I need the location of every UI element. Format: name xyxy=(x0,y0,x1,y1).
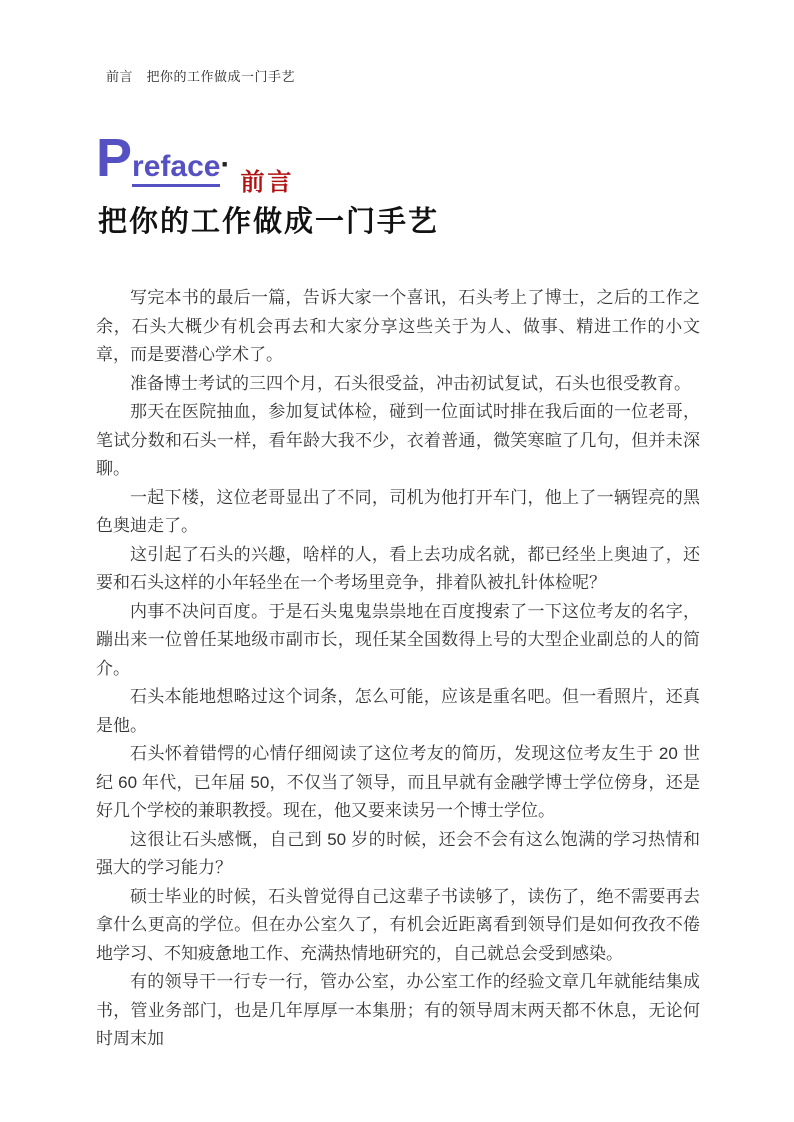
preface-word-rest: reface xyxy=(132,150,220,187)
paragraph: 一起下楼，这位老哥显出了不同，司机为他打开车门，他上了一辆锃亮的黑色奥迪走了。 xyxy=(96,487,700,535)
paragraph: 石头本能地想略过这个词条，怎么可能，应该是重名吧。但一看照片，还真是他。 xyxy=(96,687,700,735)
paragraph: 这很让石头感慨，自己到 50 岁的时候，还会不会有这么饱满的学习热情和强大的学习能力？ xyxy=(96,829,700,877)
paragraph: 那天在医院抽血，参加复试体检，碰到一位面试时排在我后面的一位老哥，笔试分数和石头一样，看年龄大我不少，衣着普通，微笑寒暄了几句，但并未深聊。 xyxy=(96,402,700,478)
preface-separator-dot: · xyxy=(220,148,231,181)
chapter-title: 把你的工作做成一门手艺 xyxy=(98,206,440,238)
paragraph: 硕士毕业的时候，石头曾觉得自己这辈子书读够了，读伤了，绝不需要再去拿什么更高的学位。但在办公室久了，有机会近距离看到领导们是如何孜孜不倦地学习、不知疲惫地工作、充满热情地研究的，自己就总会受到感染。 xyxy=(96,886,700,963)
paragraph: 石头怀着错愕的心情仔细阅读了这位考友的简历，发现这位考友生于 20 世纪 60 年代，已年届 50，不仅当了领导，而且早就有金融学博士学位傍身，还是好几个学校的兼职教授。现在，他又要来读另一个博士学位。 xyxy=(96,744,700,820)
paragraph: 有的领导干一行专一行，管办公室，办公室工作的经验文章几年就能结集成书，管业务部门，也是几年厚厚一本集册；有的领导周末两天都不休息，无论何时周末加 xyxy=(96,972,700,1048)
preface-heading xyxy=(96,127,700,196)
paragraph: 准备博士考试的三四个月，石头很受益，冲击初试复试，石头也很受教育。 xyxy=(130,373,691,393)
paragraph: 写完本书的最后一篇，告诉大家一个喜讯，石头考上了博士，之后的工作之余，石头大概少有机会再去和大家分享这些关于为人、做事、精进工作的小文章，而是要潜心学术了。 xyxy=(96,288,700,364)
paragraph: 这引起了石头的兴趣，啥样的人，看上去功成名就，都已经坐上奥迪了，还要和石头这样的小年轻坐在一个考场里竞争，排着队被扎针体检呢？ xyxy=(96,544,700,592)
body-text xyxy=(96,284,700,1054)
preface-cn-label: 前言 xyxy=(240,169,295,196)
preface-initial-letter: P xyxy=(96,128,133,188)
paragraph: 内事不决问百度。于是石头鬼鬼祟祟地在百度搜索了一下这位考友的名字，蹦出来一位曾任某地级市副市长，现任某全国数得上号的大型企业副总的人的简介。 xyxy=(96,601,700,678)
running-header: 前言 把你的工作做成一门手艺 xyxy=(106,69,296,84)
